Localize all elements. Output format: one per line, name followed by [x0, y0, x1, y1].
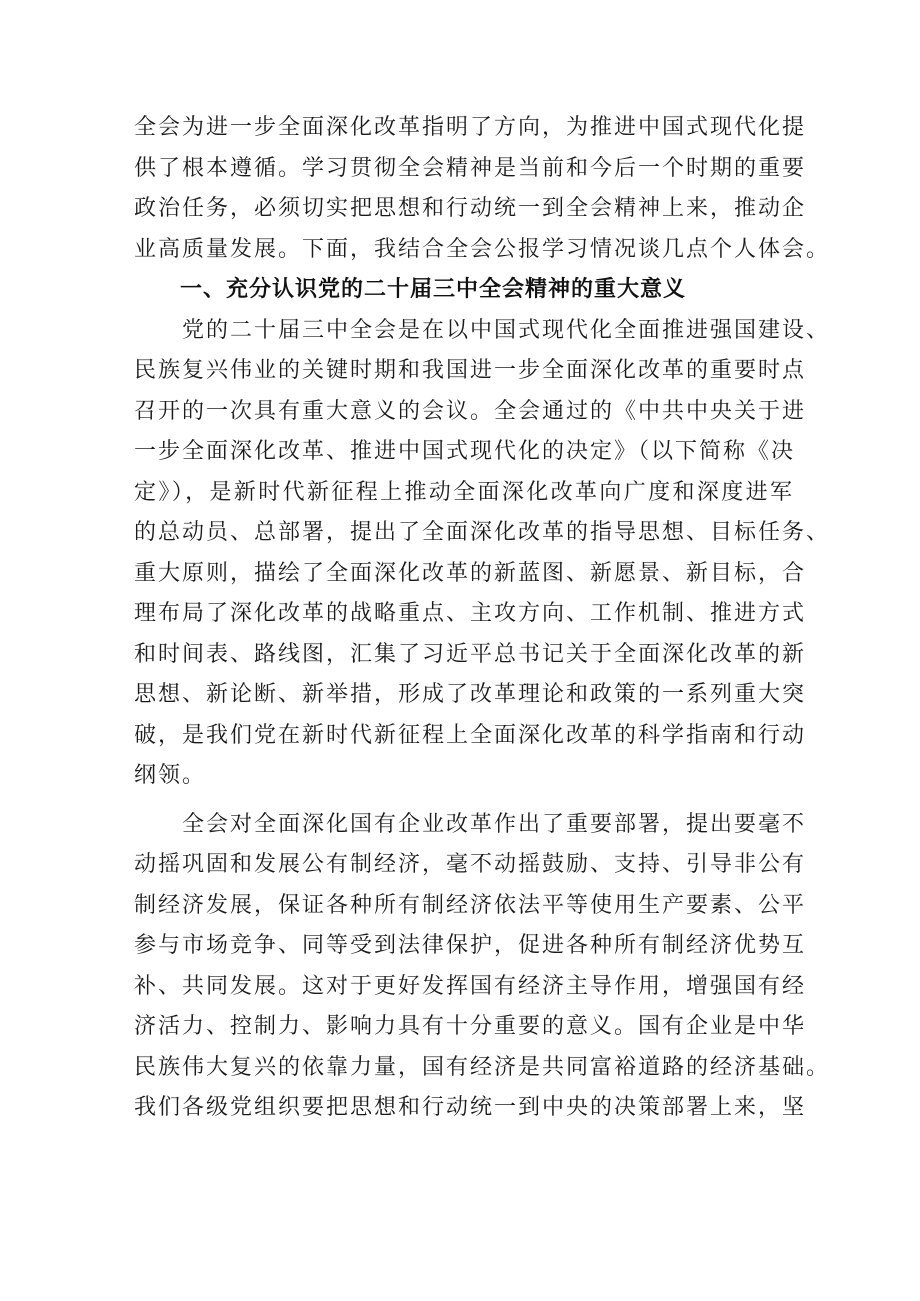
text-line: 的总动员、总部署，提出了全面深化改革的指导思想、目标任务、 [134, 520, 831, 545]
text-line: 重大原则，描绘了全面深化改革的新蓝图、新愿景、新目标，合 [134, 560, 807, 586]
text-line: 理布局了深化改革的战略重点、主攻方向、工作机制、推进方式 [134, 601, 807, 626]
text-line: 动摇巩固和发展公有制经济，毫不动摇鼓励、支持、引导非公有 [134, 852, 807, 877]
text-line: 我们各级党组织要把思想和行动统一到中央的决策部署上来，坚 [134, 1095, 807, 1120]
text-line: 党的二十届三中全会是在以中国式现代化全面推进强国建设、 [182, 317, 831, 343]
paragraph-spacer [134, 797, 794, 805]
intro-paragraph [134, 108, 831, 270]
document-body [134, 108, 831, 1129]
text-line: 召开的一次具有重大意义的会议。全会通过的《中共中央关于进 [134, 398, 807, 424]
text-line: 定》），是新时代新征程上推动全面深化改革向广度和深度进军 [134, 479, 794, 505]
text-line: 一步全面深化改革、推进中国式现代化的决定》（以下简称《决 [134, 439, 796, 464]
text-line: 思想、新论断、新举措，形成了改革理论和政策的一系列重大突 [134, 682, 807, 707]
text-line: 破，是我们党在新时代新征程上全面深化改革的科学指南和行动 [134, 722, 807, 748]
text-line: 业高质量发展。下面，我结合全会公报学习情况谈几点个人体会。 [134, 236, 831, 262]
section-heading: 一、充分认识党的二十届三中全会精神的重大意义 [180, 277, 687, 302]
text-line: 全会为进一步全面深化改革指明了方向，为推进中国式现代化提 [134, 115, 807, 140]
text-line: 济活力、控制力、影响力具有十分重要的意义。国有企业是中华 [134, 1014, 807, 1039]
text-line: 纲领。 [134, 763, 207, 788]
text-line: 和时间表、路线图，汇集了习近平总书记关于全面深化改革的新 [134, 641, 807, 667]
body-paragraph-1 [134, 311, 831, 797]
body-paragraph-2 [134, 805, 831, 1129]
text-line: 制经济发展，保证各种所有制经济依法平等使用生产要素、公平 [134, 892, 807, 918]
text-line: 补、共同发展。这对于更好发挥国有经济主导作用，增强国有经 [134, 973, 807, 999]
text-line: 民族复兴伟业的关键时期和我国进一步全面深化改革的重要时点 [134, 358, 807, 383]
text-line: 参与市场竞争、同等受到法律保护，促进各种所有制经济优势互 [134, 933, 807, 958]
text-line: 全会对全面深化国有企业改革作出了重要部署，提出要毫不 [182, 811, 807, 837]
text-line: 政治任务，必须切实把思想和行动统一到全会精神上来，推动企 [134, 196, 807, 221]
text-line: 供了根本遵循。学习贯彻全会精神是当前和今后一个时期的重要 [134, 155, 807, 181]
text-line: 民族伟大复兴的依靠力量，国有经济是共同富裕道路的经济基础。 [134, 1054, 831, 1080]
